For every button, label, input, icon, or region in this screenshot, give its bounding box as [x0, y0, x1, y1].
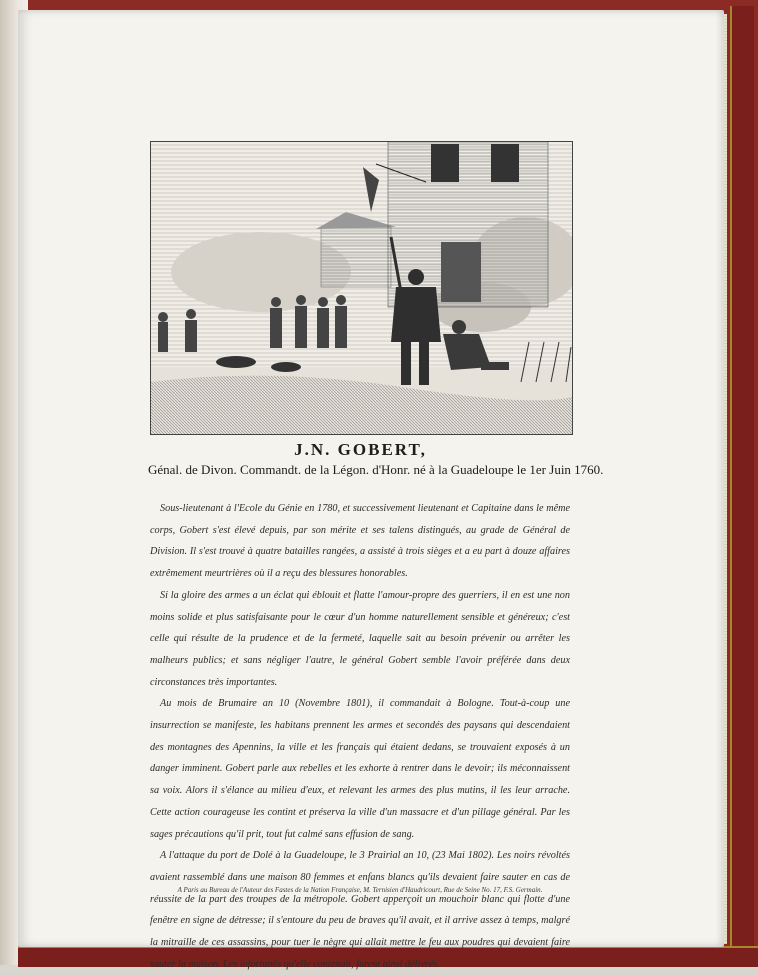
- battle-scene-illustration: [151, 142, 572, 434]
- doorway: [441, 242, 481, 302]
- window: [491, 144, 519, 182]
- paragraph: Si la gloire des armes a un éclat qui éblouit et flatte l'amour-propre des guerriers, il en est une non moins solide et plus satisfaisante pour le cœur d'un homme naturellement sensible et généreux; c'est celle qui résulte de la prudence et de la fermeté, laquelle sait au besoin prévenir ou arrêter les malheurs publics; et sans négliger l'autre, le général Gobert semble l'avoir préférée dans deux circonstances très importantes.: [150, 589, 570, 688]
- house: [321, 227, 391, 287]
- paragraph: Sous-lieutenant à l'Ecole du Génie en 1780, et successivement lieutenant et Capitaine dans le même corps, Gobert s'est élevé depuis, par son mérite et ses talens distingués, au grade de Général de Division. Il s'est trouvé à quatre batailles rangées, a assisté à trois sièges et a eu part à douze affaires extrêmement meurtrières où il a reçu des blessures honorables.: [150, 503, 570, 580]
- plate-subtitle: Génal. de Divon. Commandt. de la Légon. d'Honr. né à la Guadeloupe le 1er Juin 1760.: [148, 462, 604, 477]
- plate-title: J.N. GOBERT,: [294, 440, 427, 459]
- biography-text: [150, 498, 570, 975]
- paragraph: A l'attaque du port de Dolé à la Guadeloupe, le 3 Prairial an 10, (23 Mai 1802). Les noirs révoltés avaient rassemblé dans une maison 80 femmes et enfans blancs qu'ils devaient faire sauter en cas de réussite de la part des troupes de la métropole. Gobert apperçoit un mouchoir blanc qui flotte d'une fenêtre en signe de détresse; il s'entoure du peu de braves qu'il avait, et il arrive assez à temps, malgré la mitraille de ces assassins, pour tuer le nègre qui allait mettre le feu aux poudres qui devaient faire sauter la maison. Les infortunés qu'elle contenait, furent ainsi délivrés.: [150, 850, 570, 970]
- engraving-plate: [150, 141, 573, 435]
- gilt-cover-edge: [730, 6, 754, 956]
- window: [431, 144, 459, 182]
- paragraph: Au mois de Brumaire an 10 (Novembre 1801), il commandait à Bologne. Tout-à-coup une insurrection se manifeste, les habitans prennent les armes et secondés des paysans qui descendaient des montagnes des Apennins, la ville et les français qui étaient dedans, se trouvaient exposés à un danger imminent. Gobert parle aux rebelles et les exhorte à rentrer dans le devoir; ils méconnaissent sa voix. Alors il s'élance au milieu d'eux, et relevant les armes des plus mutins, il les leur arrache. Cette action courageuse les contint et préserva la ville d'un massacre et d'un pillage général. Par les sages précautions qu'il prit, tout fut calmé sans effusion de sang.: [150, 698, 570, 840]
- publisher-imprint: A Paris au Bureau de l'Auteur des Fastes de la Nation Française, M. Ternisien d'Haudricourt, Rue de Seine No. 17, F.S. Germain.: [177, 886, 543, 894]
